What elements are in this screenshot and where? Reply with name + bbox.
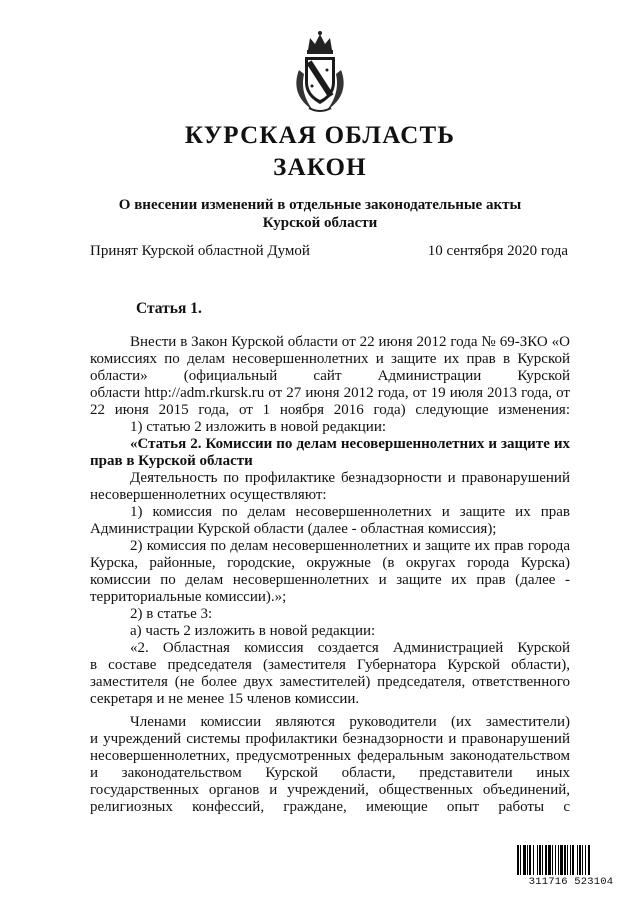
article-body [90, 334, 570, 816]
text-line: религиозных конфессий, граждане, имеющие опыт работы с [90, 799, 570, 815]
coat-of-arms-icon [291, 30, 349, 114]
adopted-by: Принят Курской областной Думой [90, 243, 310, 259]
law-title-line: Курской области [262, 215, 378, 231]
adoption-date: 10 сентября 2020 года [427, 243, 568, 259]
text-line: секретаря и не менее 15 членов комиссии. [90, 691, 360, 707]
text-line: 1) статью 2 изложить в новой редакции: [130, 419, 387, 435]
region-title: КУРСКАЯ ОБЛАСТЬ [184, 122, 456, 149]
text-line: «Статья 2. Комиссии по делам несовершеннолетних и защите их [130, 436, 570, 452]
text-line: в составе председателя (заместителя Губернатора Курской области), [90, 657, 570, 673]
text-line: комиссиях по делам несовершеннолетних и защите их прав в Курской [90, 351, 570, 367]
barcode [517, 845, 623, 875]
text-line: и законодательством Курской области, представители иных [90, 765, 570, 781]
text-line: 2) комиссия по делам несовершеннолетних и защите их прав города [130, 538, 570, 554]
text-line: области http://adm.rkursk.ru от 27 июня 2012 года, от 19 июля 2013 года, от [90, 385, 570, 401]
document-type: ЗАКОН [273, 154, 367, 181]
text-line: Администрации Курской области (далее - областная комиссия); [90, 521, 497, 537]
text-line: Членами комиссии являются руководители (их заместители) [130, 714, 570, 730]
barcode-number: 311716 523104 [528, 876, 614, 888]
law-title-line: О внесении изменений в отдельные законодательные акты [118, 197, 522, 213]
text-line: прав в Курской области [90, 453, 253, 469]
text-line: Внести в Закон Курской области от 22 июня 2012 года № 69-ЗКО «О [130, 334, 570, 350]
text-line: заместителя (не более двух заместителей) председателя, ответственного [90, 674, 570, 690]
text-line: а) часть 2 изложить в новой редакции: [130, 623, 376, 639]
text-line: 22 июня 2015 года, от 1 ноября 2016 года) следующие изменения: [90, 402, 570, 418]
text-line: области» (официальный сайт Администрации Курской [90, 368, 570, 384]
text-line: и учреждений системы профилактики безнадзорности и правонарушений [90, 731, 570, 747]
text-line: Курска, районные, городские, окружные (в округах города Курска) [90, 555, 570, 571]
text-line: несовершеннолетних осуществляют: [90, 487, 327, 503]
law-title [60, 196, 580, 232]
text-line: 1) комиссия по делам несовершеннолетних и защите их прав [130, 504, 570, 520]
text-line: «2. Областная комиссия создается Администрацией Курской [130, 640, 570, 656]
text-line: государственных органов и учреждений, общественных объединений, [90, 782, 570, 798]
text-line: Деятельность по профилактике безнадзорности и правонарушений [130, 470, 570, 486]
article-heading: Статья 1. [136, 300, 202, 317]
text-line: 2) в статье 3: [130, 606, 213, 622]
text-line: несовершеннолетних, предусмотренных федеральным законодательством [90, 748, 570, 764]
text-line: комиссии по делам несовершеннолетних и защите их прав (далее - [90, 572, 570, 588]
text-line: территориальные комиссии).»; [90, 589, 287, 605]
